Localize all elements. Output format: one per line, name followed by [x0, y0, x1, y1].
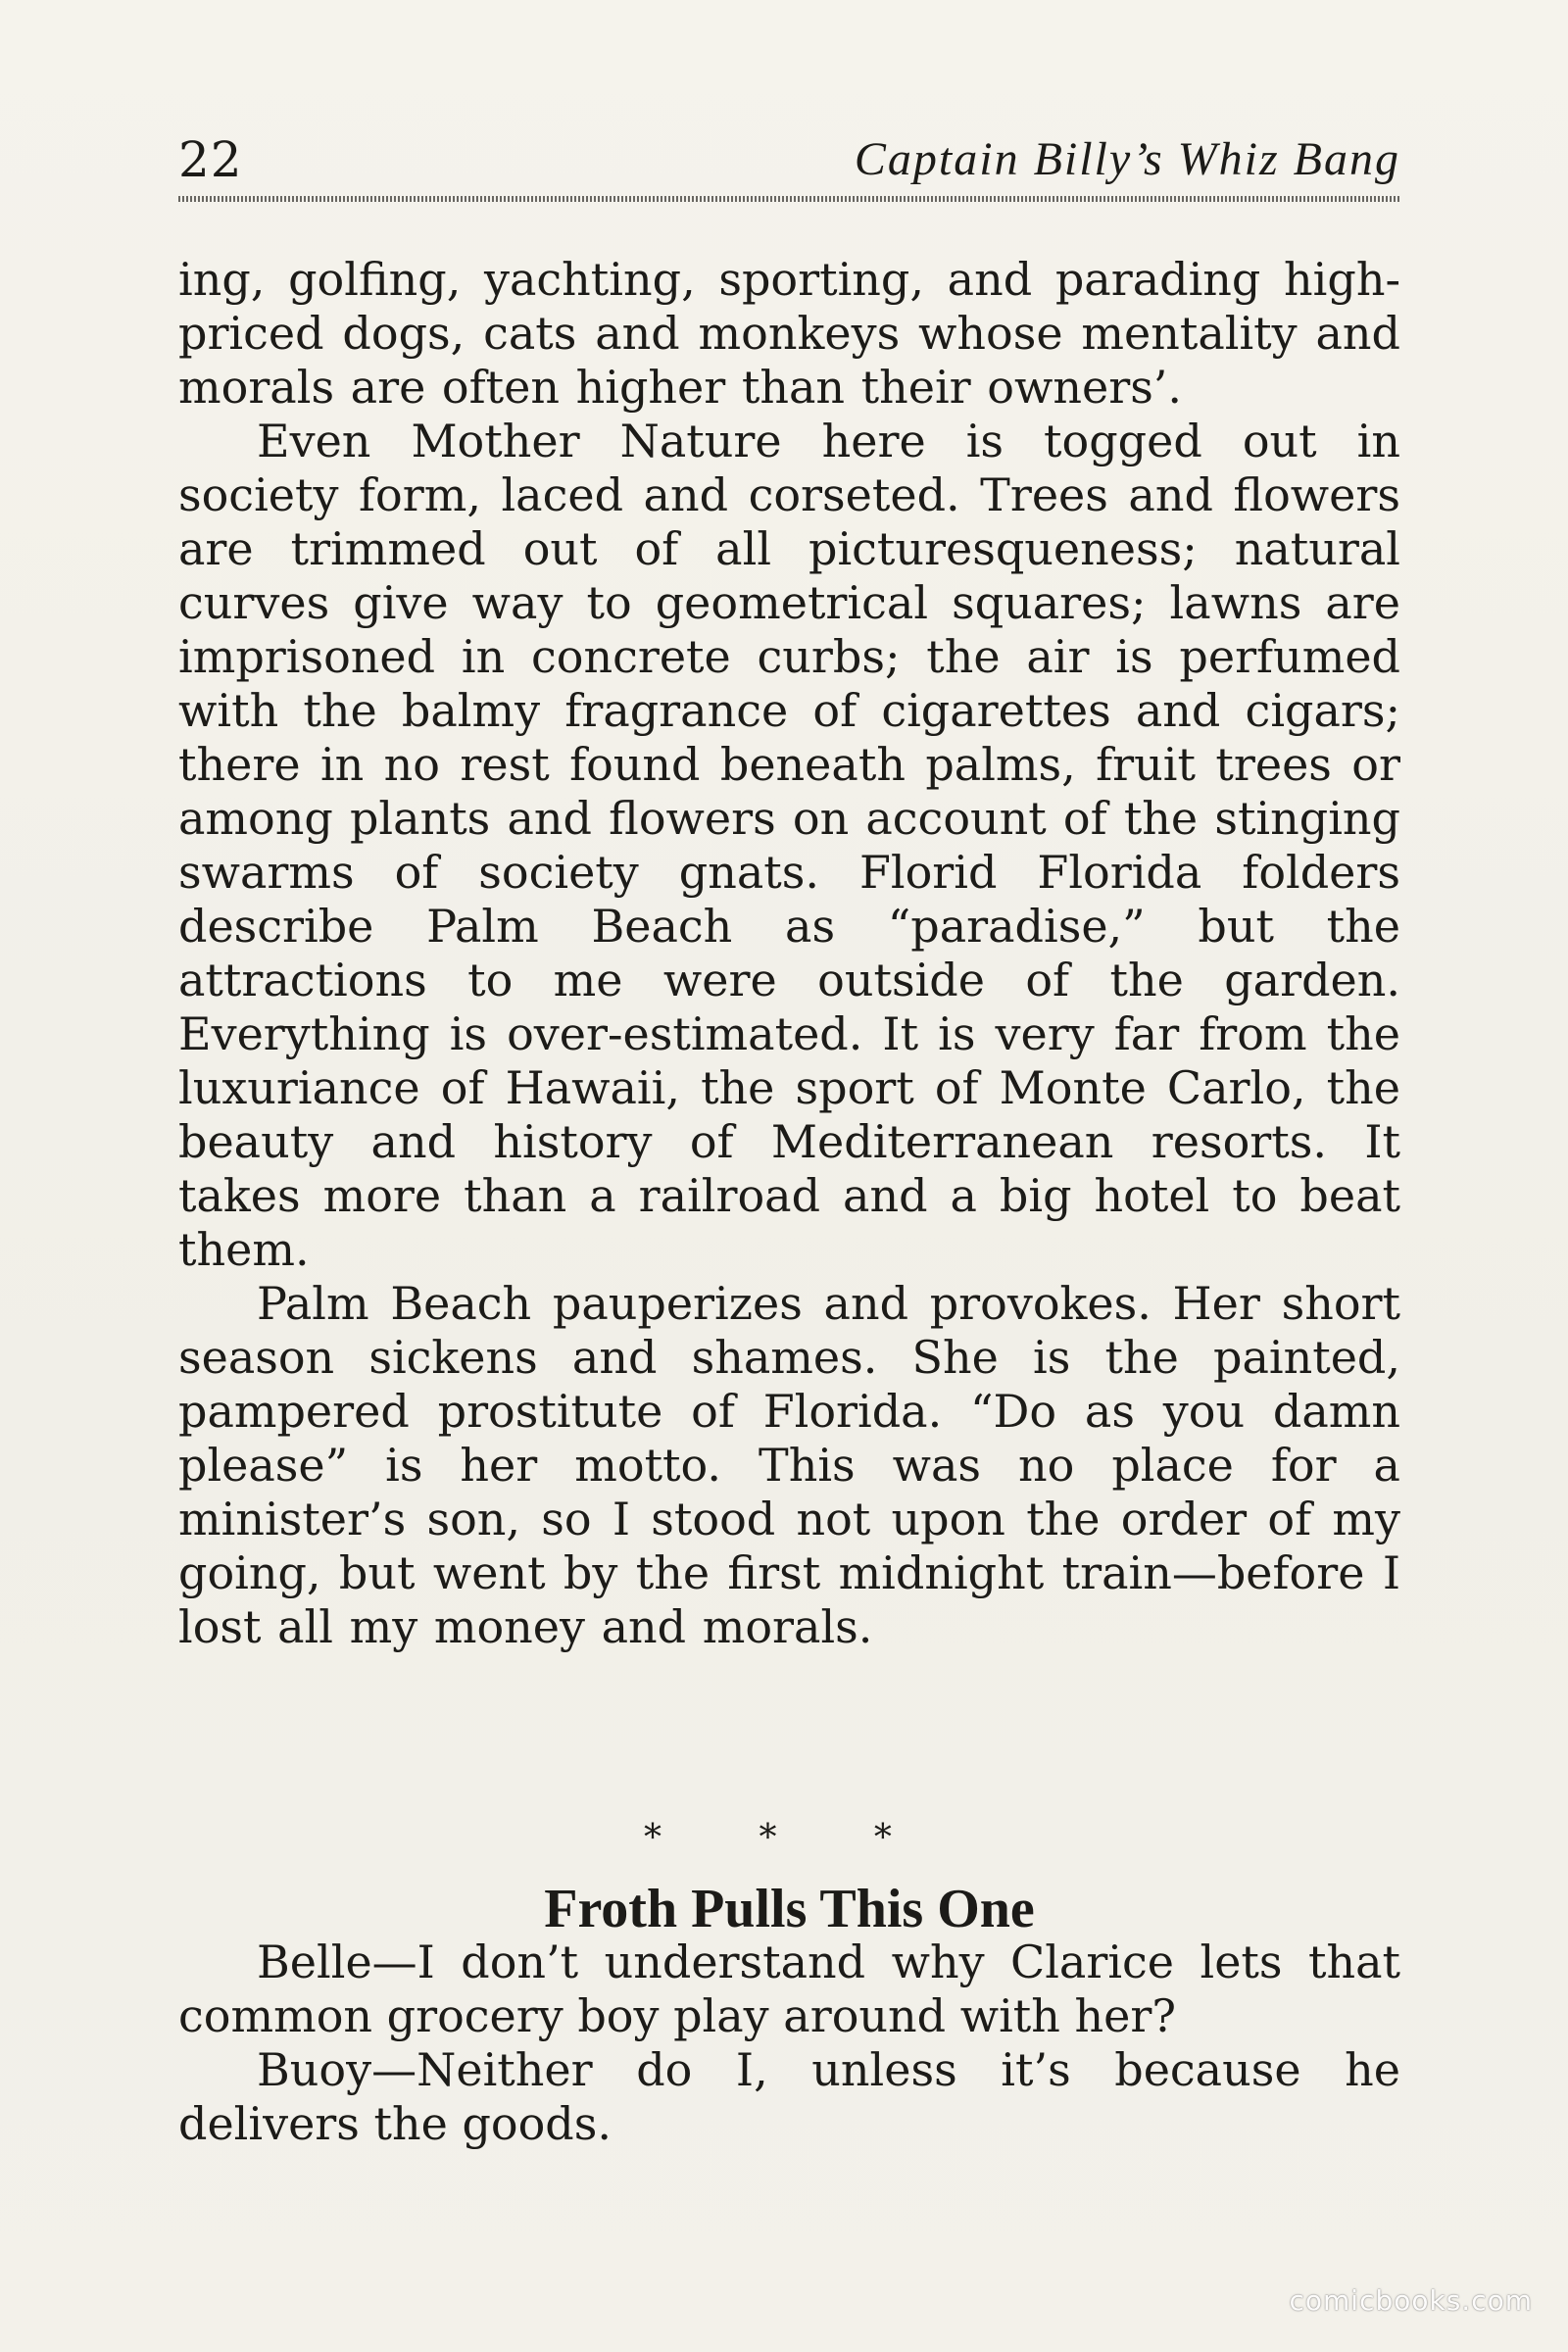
- joke-line-1: Belle—I don’t understand why Clarice lets that common grocery boy play around with her?: [178, 1936, 1400, 2042]
- page-header: [178, 125, 1400, 194]
- section-separator: * * *: [644, 1818, 935, 1858]
- joke-body: [178, 1936, 1400, 2151]
- article-body: [178, 253, 1400, 1654]
- header-rule: [178, 196, 1400, 202]
- watermark: comicbooks.com: [1289, 2284, 1533, 2317]
- page-number: 22: [178, 131, 243, 188]
- paragraph-2: Even Mother Nature here is togged out in society form, laced and corseted. Trees and flowers are trimmed out of all picturesqueness; natural curves give way to geometrical squares; lawns are imprisoned in concrete curbs; the air is perfumed with the balmy fragrance of cigarettes and cigars; there in no rest found beneath palms, fruit trees or among plants and flowers on account of the stinging swarms of society gnats. Florid Florida folders describe Palm Beach as “paradise,” but the attractions to me were outside of the garden. Everything is over-estimated. It is very far from the luxuriance of Hawaii, the sport of Monte Carlo, the beauty and history of Mediterranean resorts. It takes more than a railroad and a big hotel to beat them.: [178, 415, 1400, 1276]
- joke-line-2: Buoy—Neither do I, unless it’s because he delivers the goods.: [178, 2043, 1400, 2150]
- paragraph-1: ing, golfing, yachting, sporting, and parading high-priced dogs, cats and monkeys whose mentality and morals are often higher than their owners’.: [178, 253, 1400, 414]
- paragraph-3: Palm Beach pauperizes and provokes. Her short season sickens and shames. She is the painted, pampered prostitute of Florida. “Do as you damn please” is her motto. This was no place for a minister’s son, so I stood not upon the order of my going, but went by the first midnight train—before I lost all my money and morals.: [178, 1277, 1400, 1653]
- joke-title: Froth Pulls This One: [544, 1879, 1035, 1939]
- running-title: Captain Billy’s Whiz Bang: [854, 133, 1400, 185]
